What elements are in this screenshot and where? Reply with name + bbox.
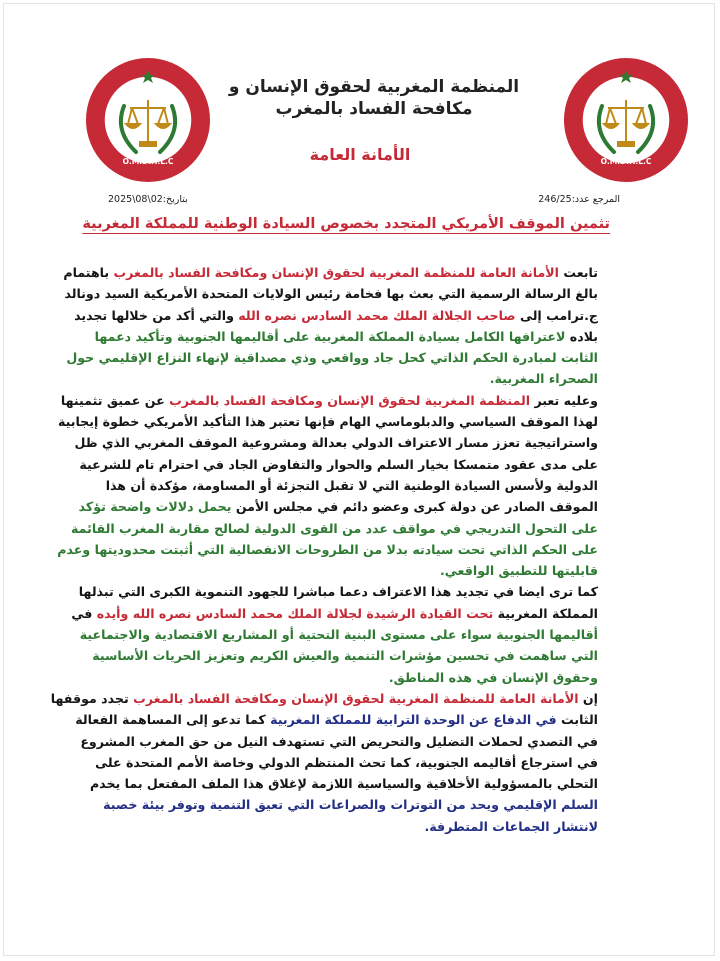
document-date: بتاريخ:02\08\2025 — [108, 194, 188, 205]
body-line — [80, 731, 598, 752]
body-line — [71, 518, 598, 539]
body-text-segment: بلاده — [565, 328, 598, 344]
body-text-segment: كما تدعو إلى المساهمة الفعالة — [75, 712, 271, 728]
body-text-segment: التحلي بالمسؤولية الأخلاقية والسياسية اللازمة لإغلاق هذا الملف المفتعل بما يخدم — [89, 776, 598, 792]
secretariat-heading: الأمانة العامة — [309, 145, 411, 164]
body-line — [110, 816, 598, 837]
body-line — [74, 305, 598, 326]
body-text-segment: المنظمة المغربية لحقوق الإنسان ومكافحة الفساد بالمغرب — [169, 392, 531, 408]
body-text-segment: وعليه تعبر — [530, 392, 598, 408]
body-text-segment: بالغ الرسالة الرسمية التي بعث بها فخامة رئيس الولايات المتحدة الأمريكية السيد دونالد — [64, 286, 598, 302]
body-line — [60, 390, 598, 411]
document-subject: تثمين الموقف الأمريكي المتجدد بخصوص السيادة الوطنية للمملكة المغربية — [82, 216, 610, 232]
body-text-segment: كما ترى ايضا في تجديد هذا الاعتراف دعما مباشرا للجهود التنموية الكبرى التي تبذلها — [78, 584, 598, 600]
body-text-segment: في الدفاع عن الوحدة الترابية للمملكة المغربية — [270, 712, 557, 728]
seal-abbreviation: O.M.D.H.L.C — [600, 157, 652, 166]
body-line — [94, 326, 598, 347]
seal-abbreviation: O.M.D.H.L.C — [122, 157, 174, 166]
document-body — [50, 262, 598, 837]
reference-number: المرجع عدد:246/25 — [538, 194, 620, 205]
body-text-segment: الصحراء المغربية. — [489, 371, 598, 387]
body-line — [78, 496, 598, 517]
body-text-segment: قابليتها للتطبيق الواقعي. — [440, 563, 598, 579]
body-line — [79, 454, 598, 475]
body-text-segment: وحقوق الإنسان في هذه المناطق. — [388, 669, 598, 685]
body-line — [110, 667, 598, 688]
body-line — [92, 645, 598, 666]
body-text-segment: أقاليمها الجنوبية سواء على مستوى البنية التحتية أو المشاريع الاقتصادية والاجتماعية — [79, 627, 598, 643]
body-line — [63, 262, 598, 283]
body-text-segment: يحمل دلالات واضحة تؤكد — [78, 499, 232, 515]
body-text-segment: الثابت لمبادرة الحكم الذاتي كحل جاد وواقعي وذي مصداقية لإنهاء النزاع الإقليمي حول — [66, 350, 598, 366]
body-line — [71, 603, 598, 624]
body-text-segment: الموقف الصادر عن دولة كبرى وعضو دائم في مجلس الأمن — [231, 499, 598, 515]
body-text-segment: المملكة المغربية — [493, 605, 598, 621]
organization-seal-right — [562, 56, 690, 184]
body-line — [103, 794, 598, 815]
body-text-segment: عن عميق تثمينها — [60, 392, 170, 408]
body-line — [66, 347, 598, 368]
body-text-segment: تجدد موقفها — [50, 690, 134, 706]
body-text-segment: السلم الإقليمي ويحد من التوترات والصراعات التي تعيق التنمية وتوفر بيئة خصبة — [103, 797, 598, 813]
body-text-segment: في استرجاع أقاليمه الجنوبية، كما تحث المنتظم الدولي وخاصة الأمم المتحدة على — [95, 754, 598, 770]
body-line — [74, 432, 598, 453]
body-line — [57, 411, 598, 432]
body-text-segment: على الحكم الذاتي تحت سيادته بدلا من الطروحات الانفصالية التي أثبتت محدوديتها وعدم — [57, 541, 598, 557]
body-line — [110, 560, 598, 581]
body-text-segment: واستراتيجية تعزز مسار الاعتراف الدولي بعدالة ومشروعية الموقف المغربي الذي ظل — [74, 435, 598, 451]
body-text-segment: تحت القيادة الرشيدة لجلالة الملك محمد السادس نصره الله وأيده — [96, 605, 494, 621]
body-line — [57, 539, 598, 560]
body-text-segment: على التحول التدريجي في مواقف عدد من القوى الدولية لصالح مقاربة المغرب القائمة — [71, 520, 598, 536]
body-text-segment: باهتمام — [63, 265, 114, 280]
organization-seal-left — [84, 56, 212, 184]
body-text-segment: في التصدي لحملات التضليل والتحريض التي تستهدف النيل من حق المغرب المشروع — [80, 733, 598, 749]
body-text-segment: صاحب الجلالة الملك محمد السادس نصره الله — [238, 307, 516, 323]
body-line — [79, 624, 598, 645]
body-text-segment: الأمانة العامة للمنظمة المغربية لحقوق الإنسان ومكافحة الفساد بالمغرب — [113, 265, 559, 280]
body-line — [110, 368, 598, 389]
body-text-segment: ج.ترامب إلى — [515, 307, 598, 323]
body-text-segment: لانتشار الجماعات المتطرفة. — [424, 818, 598, 834]
organization-name — [214, 76, 534, 120]
body-text-segment: على مدى عقود متمسكا بخيار السلم والحوار والتفاوض الجاد في احترام تام للشرعية — [79, 456, 598, 472]
body-text-segment: التي ساهمت في تحسين مؤشرات التنمية والعيش الكريم وتعزيز الحريات الأساسية — [92, 648, 598, 664]
body-line — [105, 475, 598, 496]
body-text-segment: الثابت — [556, 712, 598, 728]
organization-name-line-2: مكافحة الفساد بالمغرب — [275, 99, 473, 119]
body-text-segment: في — [71, 605, 97, 621]
body-line — [50, 688, 598, 709]
body-line — [78, 581, 598, 602]
body-text-segment: والتي أكد من خلالها تجديد — [74, 307, 239, 323]
body-text-segment: لهذا الموقف السياسي والدبلوماسي الهام فإنها تعتبر هذا التأكيد الأمريكي خطوة إيجابية — [57, 414, 598, 430]
body-text-segment: الدولية ولأسس السيادة الوطنية التي لا تقبل التجزئة أو المساومة، مؤكدة أن هذا — [105, 477, 598, 493]
body-text-segment: الأمانة العامة للمنظمة المغربية لحقوق الإنسان ومكافحة الفساد بالمغرب — [133, 690, 579, 706]
body-line — [75, 709, 598, 730]
body-text-segment: لاعترافها الكامل بسيادة المملكة المغربية على أقاليمها الجنوبية وتأكيد دعمها — [94, 328, 566, 344]
body-line — [95, 752, 598, 773]
organization-name-line-1: المنظمة المغربية لحقوق الإنسان و — [228, 77, 520, 97]
body-text-segment: تابعت — [558, 265, 598, 280]
body-line — [64, 283, 598, 304]
body-text-segment: إن — [578, 690, 598, 706]
body-line — [89, 773, 598, 794]
